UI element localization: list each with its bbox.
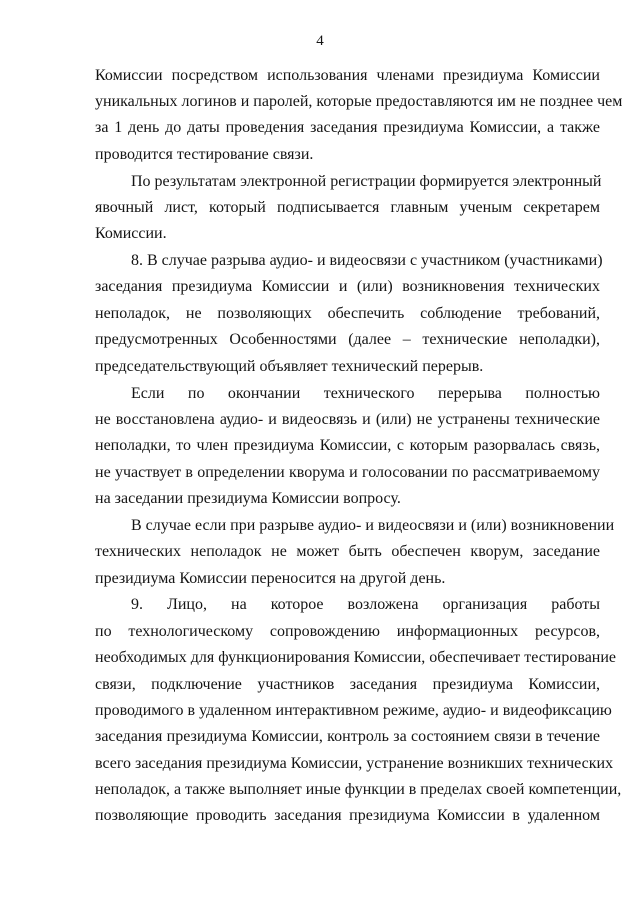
text-line: не участвует в определении кворума и голосовании по рассматриваемому: [95, 464, 600, 481]
text-line: по технологическому сопровождению информационных ресурсов,: [95, 623, 600, 640]
text-line: По результатам электронной регистрации формируется электронный: [131, 173, 602, 190]
text-line: не восстановлена аудио- и видеосвязь и (или) не устранены технические: [95, 411, 600, 428]
text-line: технических неполадок не может быть обеспечен кворум, заседание: [95, 543, 600, 560]
text-line: Комиссии посредством использования членами президиума Комиссии: [95, 67, 600, 84]
text-line: президиума Комиссии переносится на другой день.: [95, 570, 446, 587]
text-line: проводимого в удаленном интерактивном режиме, аудио- и видеофиксацию: [95, 702, 612, 719]
text-line: Комиссии.: [95, 225, 167, 242]
text-line: явочный лист, который подписывается главным ученым секретарем: [95, 199, 600, 216]
text-line: на заседании президиума Комиссии вопросу.: [95, 490, 401, 507]
text-line: связи, подключение участников заседания президиума Комиссии,: [95, 676, 600, 693]
text-line: заседания президиума Комиссии и (или) возникновения технических: [95, 278, 600, 295]
text-line: неполадок, не позволяющих обеспечить соблюдение требований,: [95, 305, 600, 322]
text-line: проводится тестирование связи.: [95, 146, 314, 163]
text-line: заседания президиума Комиссии, контроль за состоянием связи в течение: [95, 728, 600, 745]
text-line: всего заседания президиума Комиссии, устранение возникших технических: [95, 755, 614, 772]
text-line: неполадок, а также выполняет иные функции в пределах своей компетенции,: [95, 781, 622, 798]
text-line: В случае если при разрыве аудио- и видеосвязи и (или) возникновении: [131, 517, 615, 534]
text-line: необходимых для функционирования Комиссии, обеспечивает тестирование: [95, 649, 617, 666]
text-line: Если по окончании технического перерыва полностью: [131, 385, 600, 402]
text-line: предусмотренных Особенностями (далее – технические неполадки),: [95, 331, 600, 348]
text-line: 8. В случае разрыва аудио- и видеосвязи с участником (участниками): [131, 252, 603, 269]
text-line: неполадки, то член президиума Комиссии, с которым разорвалась связь,: [95, 437, 600, 454]
page-number: 4: [316, 33, 324, 49]
text-line: председательствующий объявляет технический перерыв.: [95, 358, 484, 375]
text-line: 9. Лицо, на которое возложена организация работы: [131, 596, 600, 613]
text-line: позволяющие проводить заседания президиума Комиссии в удаленном: [95, 807, 600, 824]
text-line: за 1 день до даты проведения заседания президиума Комиссии, а также: [95, 119, 600, 136]
text-line: уникальных логинов и паролей, которые предоставляются им не позднее чем: [95, 93, 623, 110]
